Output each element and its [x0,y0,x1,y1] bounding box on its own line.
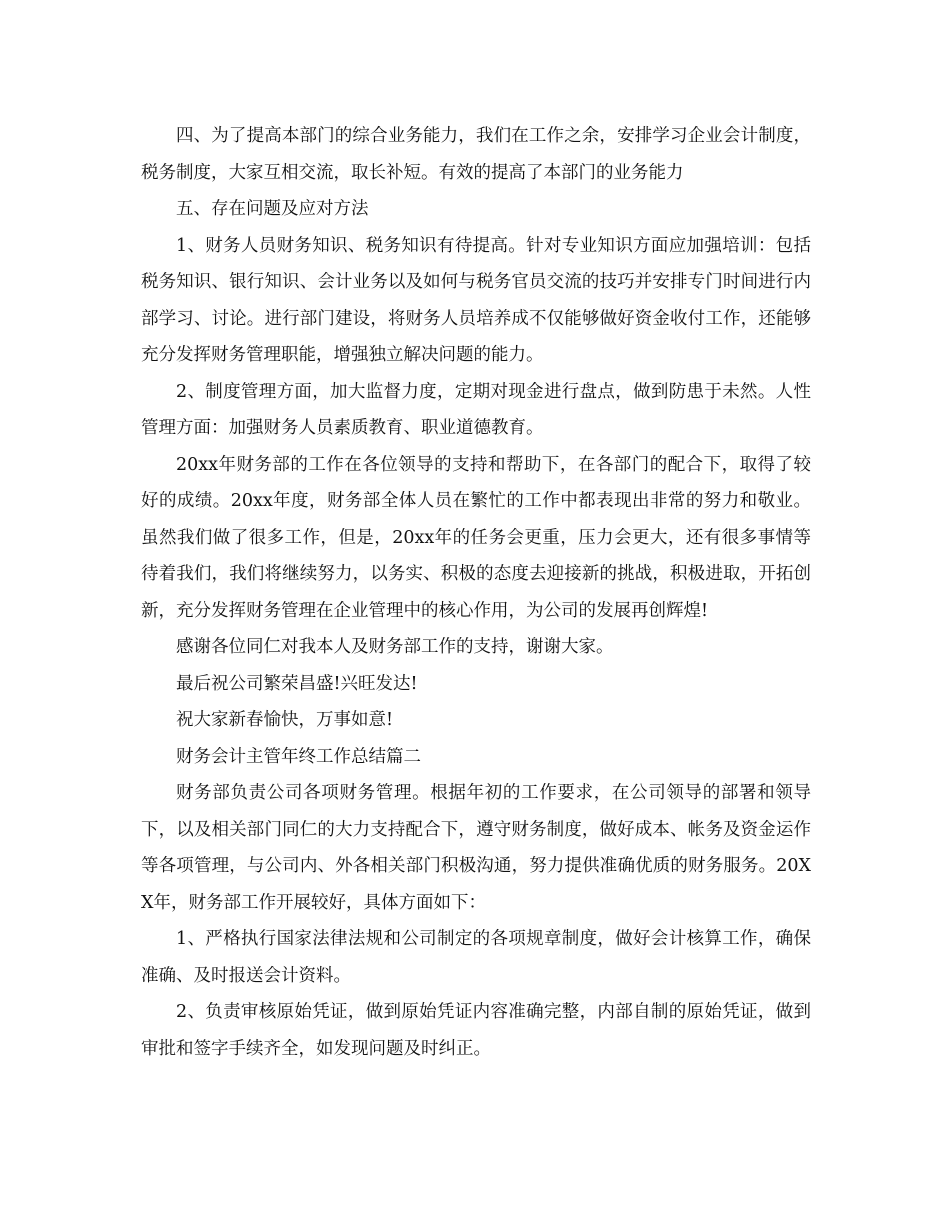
paragraph-part-two-item-2: 2、负责审核原始凭证，做到原始凭证内容准确完整，内部自制的原始凭证，做到审批和签字手续齐全，如发现问题及时纠正。 [141,1002,811,1059]
paragraph-issue-2: 2、制度管理方面，加大监督力度，定期对现金进行盘点，做到防患于未然。人性管理方面：加强财务人员素质教育、职业道德教育。 [141,381,811,438]
document-body [141,118,811,1067]
paragraph-part-two-intro: 财务部负责公司各项财务管理。根据年初的工作要求，在公司领导的部署和领导下，以及相关部门同仁的大力支持配合下，遵守财务制度，做好成本、帐务及资金运作等各项管理，与公司内、外各相关部门积极沟通，努力提供准确优质的财务服务。20XX年，财务部工作开展较好，具体方面如下： [141,783,811,913]
heading-section-5: 五、存在问题及应对方法 [176,199,369,219]
paragraph-part-two-item-1: 1、严格执行国家法律法规和公司制定的各项规章制度，做好会计核算工作，确保准确、及时报送会计资料。 [141,929,811,986]
paragraph-wish-new-year: 祝大家新春愉快，万事如意! [176,710,394,730]
paragraph-wish-company: 最后祝公司繁荣昌盛!兴旺发达! [176,673,418,694]
paragraph-thanks: 感谢各位同仁对我本人及财务部工作的支持，谢谢大家。 [176,637,614,657]
paragraph-issue-1: 1、财务人员财务知识、税务知识有待提高。针对专业知识方面应加强培训：包括税务知识、银行知识、会计业务以及如何与税务官员交流的技巧并安排专门时间进行内部学习、讨论。进行部门建设，将财务人员培养成不仅能够做好资金收付工作，还能够充分发挥财务管理职能，增强独立解决问题的能力。 [141,235,811,365]
paragraph-section-4: 四、为了提高本部门的综合业务能力，我们在工作之余，安排学习企业会计制度，税务制度，大家互相交流，取长补短。有效的提高了本部门的业务能力 [141,126,811,183]
heading-part-two: 财务会计主管年终工作总结篇二 [176,746,421,767]
paragraph-summary: 20xx年财务部的工作在各位领导的支持和帮助下，在各部门的配合下，取得了较好的成绩。20xx年度，财务部全体人员在繁忙的工作中都表现出非常的努力和敬业。虽然我们做了很多工作，但是，20xx年的任务会更重，压力会更大，还有很多事情等待着我们，我们将继续努力，以务实、积极的态度去迎接新的挑战，积极进取，开拓创新，充分发挥财务管理在企业管理中的核心作用，为公司的发展再创辉煌! [141,454,811,621]
